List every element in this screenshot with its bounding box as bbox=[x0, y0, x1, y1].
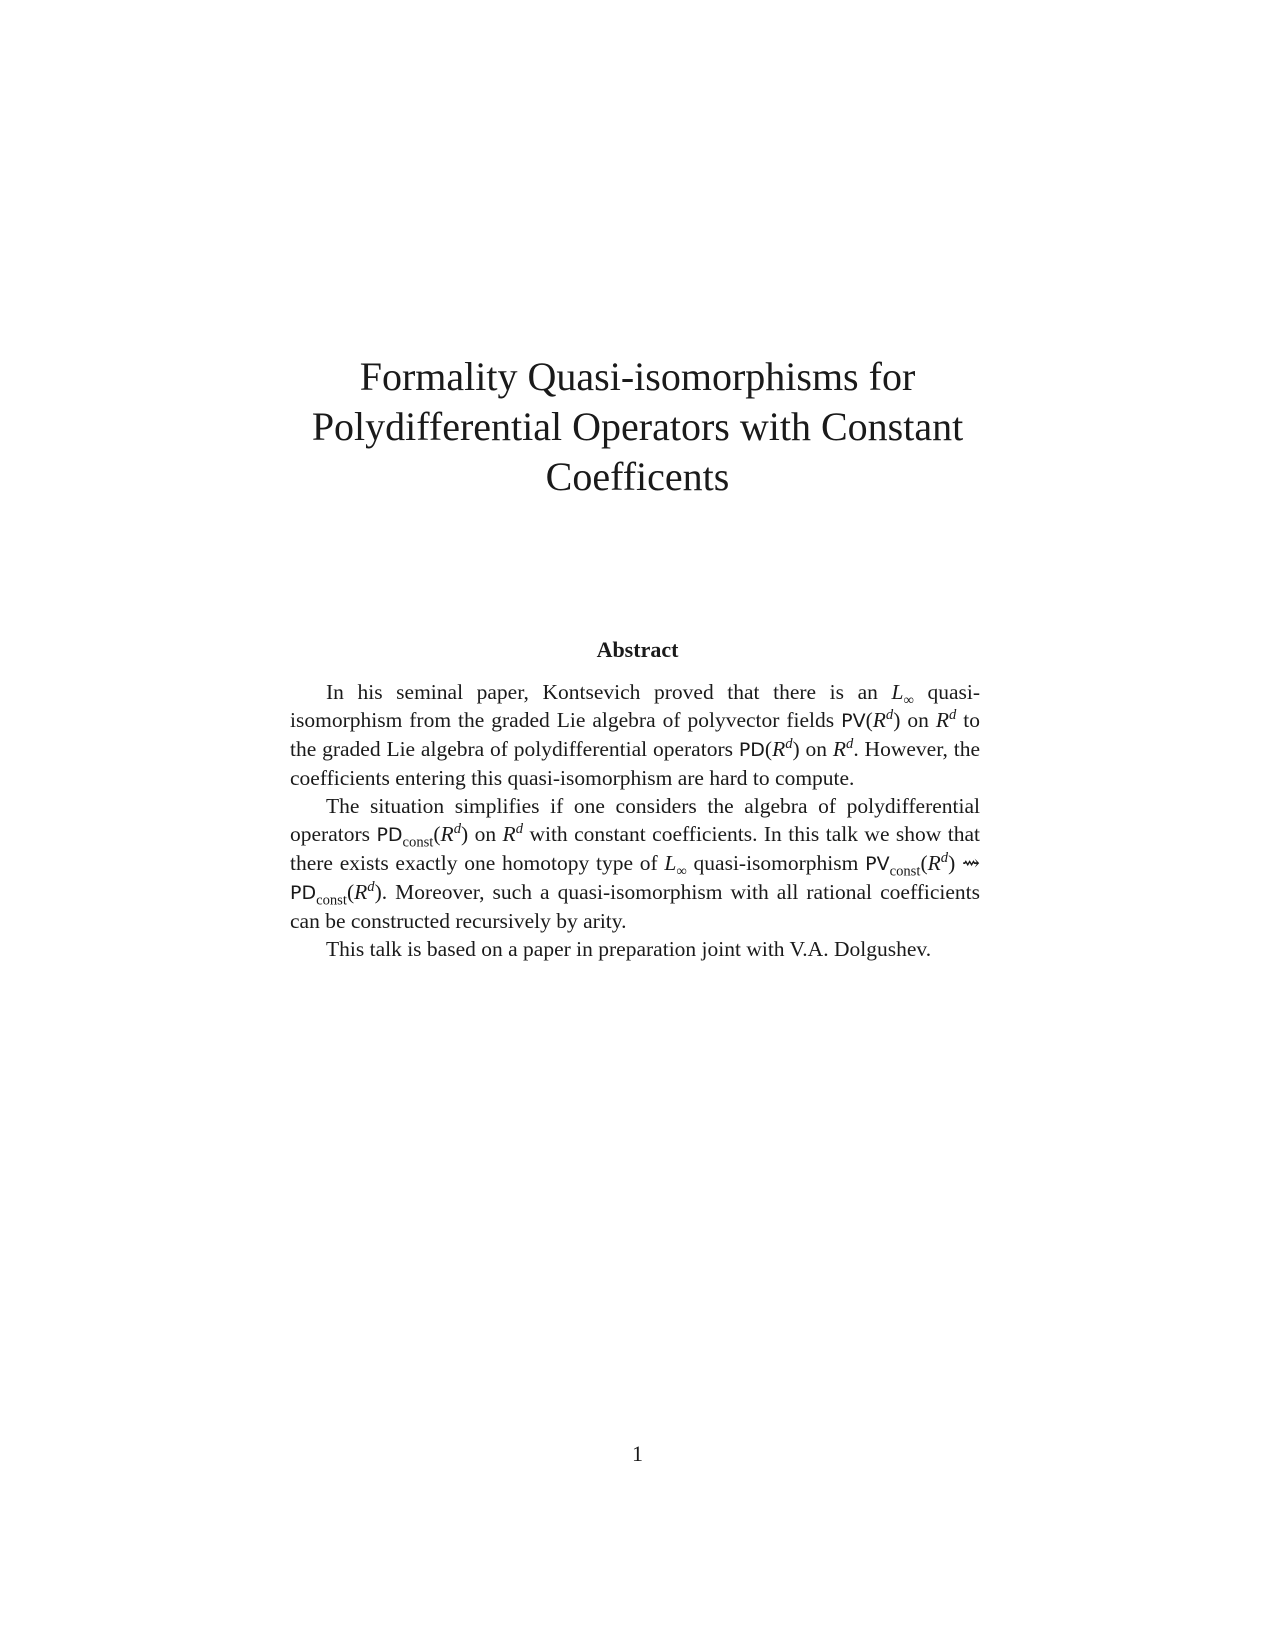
page-number: 1 bbox=[632, 1441, 643, 1466]
math-subscript: const bbox=[889, 863, 921, 880]
math-superscript: d bbox=[785, 735, 793, 752]
text: . Moreover, such a quasi-isomorphism with all rational coefficients can be constructed recursively by arity. bbox=[290, 880, 980, 933]
math-operator: PD bbox=[290, 882, 317, 904]
text: to the graded Lie algebra of polydifferential operators bbox=[290, 708, 980, 761]
math-paren: ( bbox=[346, 880, 355, 904]
abstract-paragraph-2 bbox=[290, 792, 980, 935]
text: with constant coefficients. In this talk we show that there exists exactly one homotopy type of bbox=[290, 822, 980, 875]
math-paren: ) bbox=[374, 880, 382, 904]
math-symbol: L bbox=[664, 851, 677, 875]
math-symbol: R bbox=[872, 708, 886, 732]
title-line-2: Polydifferential Operators with Constant bbox=[311, 404, 964, 449]
math-superscript: d bbox=[885, 706, 894, 723]
math-paren: ( bbox=[920, 851, 928, 875]
math-paren: ( bbox=[865, 708, 873, 732]
math-paren: ) bbox=[948, 851, 956, 875]
math-operator: PD bbox=[376, 824, 403, 846]
math-symbol: L bbox=[891, 680, 904, 704]
math-paren: ( bbox=[433, 822, 441, 846]
text: on bbox=[468, 822, 503, 846]
title-line-3: Coefficents bbox=[545, 454, 730, 499]
title-line-1: Formality Quasi-isomorphisms for bbox=[359, 354, 916, 399]
paper-title bbox=[240, 352, 1035, 502]
abstract-paragraph-1 bbox=[290, 678, 980, 792]
abstract-body bbox=[290, 678, 980, 963]
text: In his seminal paper, Kontsevich proved that there is an bbox=[326, 680, 892, 704]
math-superscript: d bbox=[846, 735, 854, 752]
math-symbol: R bbox=[832, 737, 847, 761]
text: on bbox=[799, 737, 833, 761]
math-paren: ) bbox=[893, 708, 901, 732]
math-paren: ) bbox=[461, 822, 469, 846]
math-symbol: R bbox=[772, 737, 786, 761]
math-superscript: d bbox=[515, 820, 523, 837]
squiggly-arrow-icon: ⇝ bbox=[961, 851, 980, 875]
math-subscript: const bbox=[402, 834, 434, 851]
math-subscript: ∞ bbox=[676, 863, 687, 880]
math-symbol: R bbox=[440, 822, 454, 846]
text: The situation simplifies if one considers the algebra of polydifferential operators bbox=[290, 794, 980, 846]
math-paren: ( bbox=[764, 737, 773, 761]
math-operator: PD bbox=[738, 739, 765, 761]
math-symbol: R bbox=[502, 822, 516, 846]
abstract-heading: Abstract bbox=[596, 637, 679, 662]
abstract-paragraph-3: This talk is based on a paper in preparation joint with V.A. Dolgushev. bbox=[326, 937, 932, 961]
math-subscript: const bbox=[316, 892, 347, 909]
math-superscript: d bbox=[367, 878, 375, 895]
text: on bbox=[900, 708, 936, 732]
text: . However, the coefficients entering this quasi-isomorphism are hard to compute. bbox=[290, 737, 980, 790]
text: quasi-isomorphism bbox=[686, 851, 866, 875]
math-subscript: ∞ bbox=[903, 692, 914, 709]
text: quasi-isomorphism from the graded Lie algebra of polyvector fields bbox=[290, 680, 980, 732]
math-operator: PV bbox=[841, 710, 866, 732]
math-symbol: R bbox=[927, 851, 941, 875]
math-superscript: d bbox=[453, 820, 461, 837]
math-operator: PV bbox=[865, 853, 890, 875]
math-superscript: d bbox=[948, 706, 957, 723]
math-paren: ) bbox=[792, 737, 800, 761]
math-symbol: R bbox=[354, 880, 368, 904]
math-superscript: d bbox=[940, 849, 949, 866]
math-symbol: R bbox=[935, 708, 949, 732]
